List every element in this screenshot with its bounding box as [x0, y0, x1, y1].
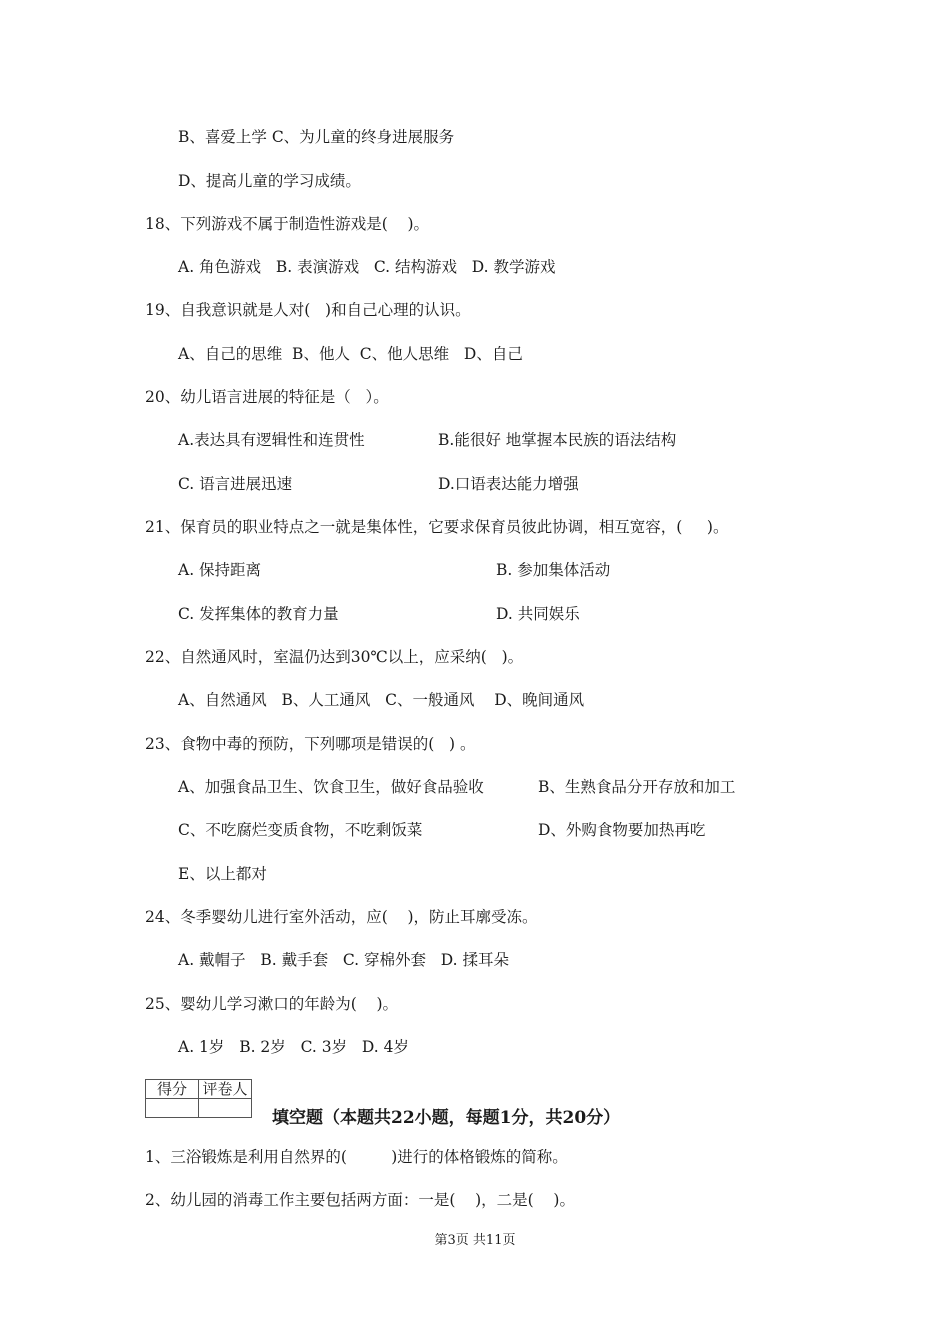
score-box: [145, 1079, 252, 1118]
score-label: 得分: [146, 1080, 199, 1099]
option-d: D. 共同娱乐: [496, 605, 580, 623]
question-25: 25、婴幼儿学习漱口的年龄为( )。: [145, 995, 399, 1013]
grader-label: 评卷人: [199, 1080, 252, 1099]
option-c: C、不吃腐烂变质食物，不吃剩饭菜: [178, 821, 423, 839]
option-line: A. 1岁 B. 2岁 C. 3岁 D. 4岁: [178, 1038, 409, 1056]
option-line: D、提高儿童的学习成绩。: [178, 172, 361, 190]
option-line: A、自然通风 B、人工通风 C、一般通风 D、晚间通风: [178, 691, 585, 709]
option-line: A. 戴帽子 B. 戴手套 C. 穿棉外套 D. 揉耳朵: [178, 951, 510, 969]
option-c: C. 语言进展迅速: [178, 475, 293, 493]
question-19: 19、自我意识就是人对( )和自己心理的认识。: [145, 301, 471, 319]
option-a: A. 保持距离: [178, 561, 262, 579]
option-b: B.能很好 地掌握本民族的语法结构: [438, 431, 677, 449]
fill-question-2: 2、幼儿园的消毒工作主要包括两方面：一是( )，二是( )。: [145, 1191, 575, 1209]
question-23: 23、食物中毒的预防，下列哪项是错误的( ) 。: [145, 735, 476, 753]
question-20: 20、幼儿语言进展的特征是（ ）。: [145, 388, 389, 406]
score-cell: [146, 1099, 199, 1118]
option-a: A.表达具有逻辑性和连贯性: [178, 431, 365, 449]
grader-cell: [199, 1099, 252, 1118]
question-22: 22、自然通风时，室温仍达到30℃以上，应采纳( )。: [145, 648, 524, 666]
option-c: C. 发挥集体的教育力量: [178, 605, 339, 623]
question-24: 24、冬季婴幼儿进行室外活动，应( )，防止耳廓受冻。: [145, 908, 538, 926]
option-b: B、生熟食品分开存放和加工: [538, 778, 736, 796]
option-d: D.口语表达能力增强: [438, 475, 579, 493]
question-21: 21、保育员的职业特点之一就是集体性，它要求保育员彼此协调，相互宽容，( )。: [145, 518, 729, 536]
option-line: A. 角色游戏 B. 表演游戏 C. 结构游戏 D. 教学游戏: [178, 258, 556, 276]
question-18: 18、下列游戏不属于制造性游戏是( )。: [145, 215, 430, 233]
option-b: B. 参加集体活动: [496, 561, 611, 579]
option-line: B、喜爱上学 C、为儿童的终身进展服务: [178, 128, 455, 146]
option-e: E、以上都对: [178, 865, 267, 883]
option-a: A、加强食品卫生、饮食卫生，做好食品验收: [178, 778, 484, 796]
option-line: A、自己的思维 B、他人 C、他人思维 D、自己: [178, 345, 523, 363]
fill-question-1: 1、三浴锻炼是利用自然界的( )进行的体格锻炼的简称。: [145, 1148, 568, 1166]
page-footer: 第3页 共11页: [434, 1233, 516, 1248]
section-title: 填空题（本题共22小题，每题1分，共20分）: [272, 1108, 621, 1128]
option-d: D、外购食物要加热再吃: [538, 821, 706, 839]
